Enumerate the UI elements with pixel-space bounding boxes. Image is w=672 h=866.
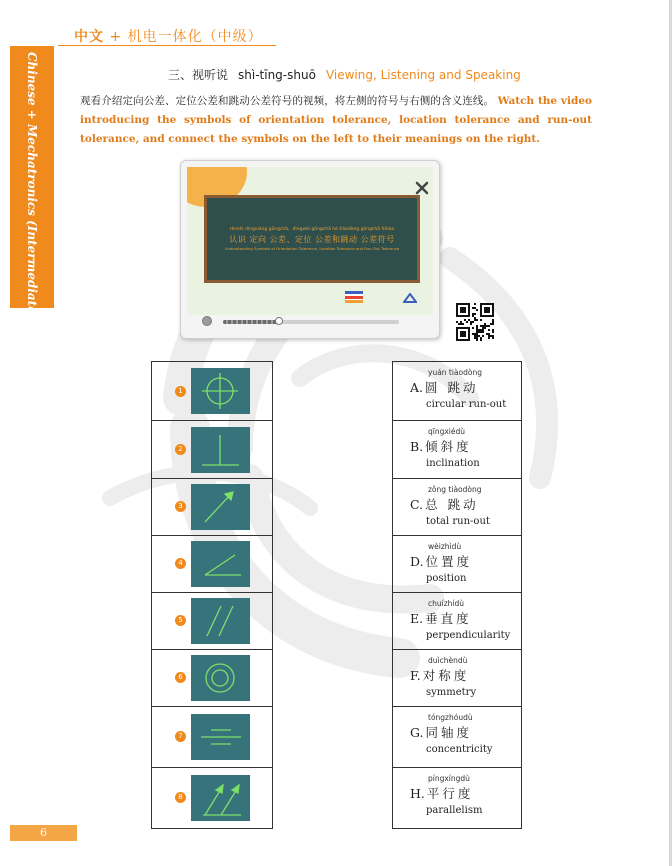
meaning-letter: G. <box>410 725 424 740</box>
meaning-table <box>392 361 522 829</box>
meaning-row-e[interactable] <box>393 593 521 650</box>
meaning-letter: B. <box>410 439 424 454</box>
number-badge: 1 <box>175 386 186 397</box>
meaning-row-f[interactable] <box>393 650 521 707</box>
video-progress-bar[interactable] <box>223 320 399 324</box>
symbol-table <box>151 361 273 829</box>
header-title <box>74 26 263 46</box>
meaning-en: circular run-out <box>426 399 507 410</box>
number-badge: 3 <box>175 501 186 512</box>
number-badge: 6 <box>175 672 186 683</box>
meaning-pinyin: tóngzhóudù <box>428 713 473 722</box>
position-symbol-icon <box>191 368 250 414</box>
meaning-zh: 平行度 <box>426 786 474 801</box>
meaning-letter: E. <box>410 611 424 626</box>
meaning-row-a[interactable] <box>393 362 521 421</box>
meaning-en: perpendicularity <box>426 630 511 641</box>
symbol-row-3[interactable] <box>152 479 272 536</box>
meaning-row-h[interactable] <box>393 768 521 828</box>
number-badge: 4 <box>175 558 186 569</box>
side-tab-text: Chinese + Mechatronics (Intermediate) <box>25 52 39 320</box>
video-player[interactable] <box>180 160 440 339</box>
number-badge: 2 <box>175 444 186 455</box>
meaning-letter: H. <box>410 786 425 801</box>
symbol-row-2[interactable] <box>152 421 272 479</box>
meaning-zh: 垂直度 <box>425 611 472 626</box>
flag-icon <box>345 291 363 303</box>
inclination-symbol-icon <box>191 541 250 587</box>
meaning-en: position <box>426 573 467 584</box>
video-progress-knob[interactable] <box>275 317 283 325</box>
meaning-pinyin: chuízhídù <box>428 599 465 608</box>
video-screen[interactable] <box>187 167 433 315</box>
close-icon[interactable] <box>415 181 429 195</box>
number-badge: 7 <box>175 731 186 742</box>
header-title-rest: 机电一体化（中级） <box>127 29 263 45</box>
meaning-letter: F. <box>410 668 421 683</box>
symbol-row-4[interactable] <box>152 536 272 593</box>
meaning-en: concentricity <box>426 744 493 755</box>
meaning-pinyin: duìchèndù <box>428 656 468 665</box>
video-board-pinyin: rènshi dìngxiàng gōngchā、dìngwèi gōngchā hé tiàodòng gōngchā fúhào <box>229 227 395 232</box>
concentricity-symbol-icon <box>191 655 250 701</box>
symbol-row-1[interactable] <box>152 362 272 421</box>
meaning-pinyin: píngxíngdù <box>428 774 470 783</box>
number-badge: 5 <box>175 615 186 626</box>
instruction-en: Watch the video introducing the symbols of orientation tolerance, location tolerance and run-out tolerance, and connect the symbols on the left to their meanings on the right. <box>80 95 592 145</box>
meaning-zh: 圆 跳动 <box>425 380 479 395</box>
qr-code[interactable] <box>456 303 494 341</box>
meaning-en: total run-out <box>426 516 490 527</box>
meaning-zh: 总 跳动 <box>425 497 479 512</box>
play-icon[interactable] <box>202 316 212 326</box>
meaning-pinyin: zǒng tiàodòng <box>428 485 482 494</box>
meaning-row-g[interactable] <box>393 707 521 768</box>
meaning-zh: 对称度 <box>422 668 470 683</box>
page-number: 6 <box>40 826 47 839</box>
section-heading <box>168 66 521 83</box>
perpendicularity-symbol-icon <box>191 427 250 473</box>
section-heading-pinyin: shì-tīng-shuō <box>238 68 316 82</box>
meaning-zh: 倾斜度 <box>425 439 472 454</box>
meaning-letter: A. <box>410 380 424 395</box>
symbol-row-5[interactable] <box>152 593 272 650</box>
meaning-letter: C. <box>410 497 424 512</box>
meaning-en: parallelism <box>426 805 483 816</box>
meaning-row-b[interactable] <box>393 421 521 479</box>
meaning-pinyin: yuán tiàodòng <box>428 368 482 377</box>
parallelism-symbol-icon <box>191 598 250 644</box>
video-chalkboard <box>204 195 420 283</box>
circular-run-out-symbol-icon <box>191 484 250 530</box>
page-number-bar <box>10 825 77 841</box>
triangle-ruler-icon <box>403 293 417 303</box>
header-title-plus: + <box>104 29 128 45</box>
meaning-letter: D. <box>410 554 424 569</box>
meaning-zh: 位置度 <box>425 554 473 569</box>
section-heading-zh: 三、视听说 <box>168 68 229 82</box>
instruction-text <box>80 92 592 149</box>
meaning-en: inclination <box>426 458 480 469</box>
instruction-zh: 观看介绍定向公差、定位公差和跳动公差符号的视频，将左侧的符号与右侧的含义连线。 <box>80 95 495 107</box>
section-heading-en: Viewing, Listening and Speaking <box>325 68 521 82</box>
meaning-row-d[interactable] <box>393 536 521 593</box>
header-rule <box>58 45 276 46</box>
total-run-out-symbol-icon <box>191 775 250 821</box>
symmetry-symbol-icon <box>191 714 250 760</box>
video-progress-fill <box>223 320 279 324</box>
meaning-pinyin: qīngxiédù <box>428 427 466 436</box>
video-board-english: Understanding Symbols of Orientation Tolerance, Location Tolerance and Run-Out Tolerance <box>224 246 400 251</box>
header-title-bold: 中文 <box>74 29 104 45</box>
symbol-row-6[interactable] <box>152 650 272 707</box>
symbol-row-7[interactable] <box>152 707 272 768</box>
meaning-row-c[interactable] <box>393 479 521 536</box>
meaning-pinyin: wèizhìdù <box>428 542 462 551</box>
meaning-en: symmetry <box>426 687 477 698</box>
number-badge: 8 <box>175 792 186 803</box>
meaning-zh: 同轴度 <box>425 725 473 740</box>
video-board-title: 认识 定向 公差、定位 公差和跳动 公差符号 <box>229 235 395 244</box>
symbol-row-8[interactable] <box>152 768 272 828</box>
